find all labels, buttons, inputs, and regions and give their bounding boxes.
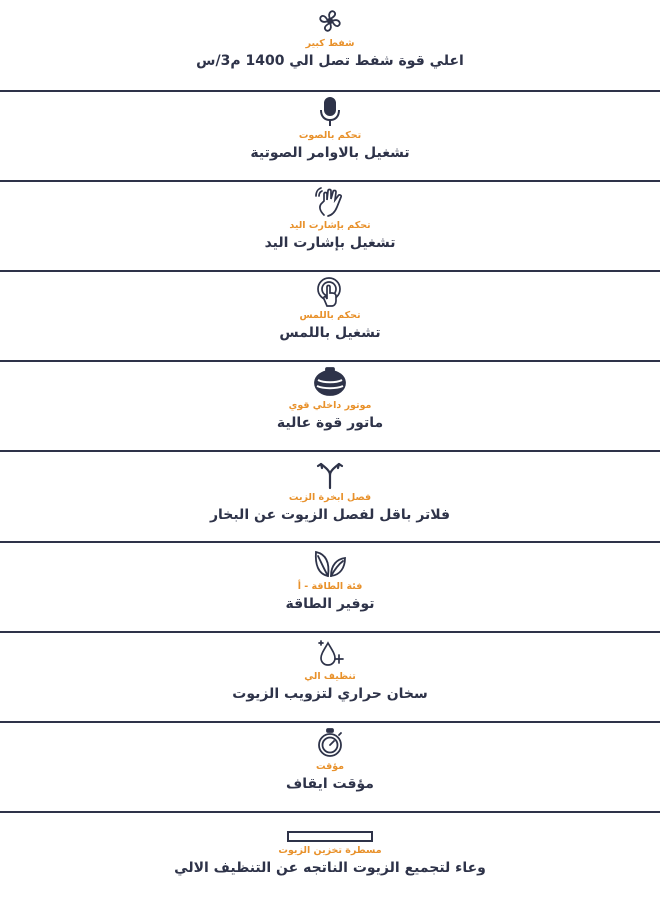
feature-description: تشغيل بالاوامر الصوتية (250, 145, 410, 161)
feature-label: مؤقت (315, 761, 345, 772)
touch-icon (315, 274, 345, 308)
feature-description: تشغيل بإشارت اليد (264, 235, 396, 251)
feature-row-timer (0, 725, 660, 811)
feature-row-motor (0, 364, 660, 450)
microphone-icon (318, 94, 342, 128)
feature-label: تحكم بالصوت (298, 130, 362, 141)
motor-icon (312, 364, 348, 398)
feature-description: فلاتر باقل لفصل الزيوت عن البخار (209, 507, 451, 523)
stopwatch-icon (315, 725, 345, 759)
leaves-icon (313, 545, 347, 579)
divider (0, 541, 660, 543)
feature-description: اعلي قوة شفط تصل الي 1400 م3/س (196, 53, 464, 69)
feature-row-voice (0, 94, 660, 180)
divider (0, 180, 660, 182)
feature-label: فصل ابخرة الزيت (288, 492, 372, 503)
feature-description: وعاء لتجميع الزيوت الناتجه عن التنظيف الالي (174, 860, 486, 876)
hand-wave-icon (313, 184, 347, 218)
feature-label: مسطرة تخزين الزيوت (278, 845, 382, 856)
droplet-icon (315, 635, 345, 669)
feature-row-gesture (0, 184, 660, 270)
feature-label: موتور داخلي قوي (288, 400, 372, 411)
feature-label: تنظيف الي (304, 671, 356, 682)
feature-row-suction (0, 2, 660, 88)
feature-label: تحكم بإشارت اليد (289, 220, 371, 231)
feature-description: مؤقت ايقاف (286, 776, 374, 792)
split-arrows-icon (315, 456, 345, 490)
feature-description: سخان حراري لتزويب الزيوت (232, 686, 428, 702)
feature-description: توفير الطاقة (285, 596, 375, 612)
divider (0, 631, 660, 633)
feature-description: ماتور قوة عالية (276, 415, 384, 431)
fan-icon (315, 2, 345, 36)
feature-label: فئة الطاقة - أ (297, 581, 363, 592)
divider (0, 360, 660, 362)
divider (0, 450, 660, 452)
feature-label: شفط كبير (305, 38, 355, 49)
feature-row-energy (0, 545, 660, 631)
divider (0, 721, 660, 723)
feature-row-oil-tray (0, 815, 660, 900)
feature-row-auto-clean (0, 635, 660, 721)
feature-description: تشغيل باللمس (279, 325, 381, 341)
feature-label: تحكم باللمس (299, 310, 361, 321)
divider (0, 90, 660, 92)
divider (0, 811, 660, 813)
divider (0, 270, 660, 272)
feature-row-oil-separation (0, 456, 660, 542)
tray-icon (286, 815, 374, 843)
feature-row-touch (0, 274, 660, 360)
